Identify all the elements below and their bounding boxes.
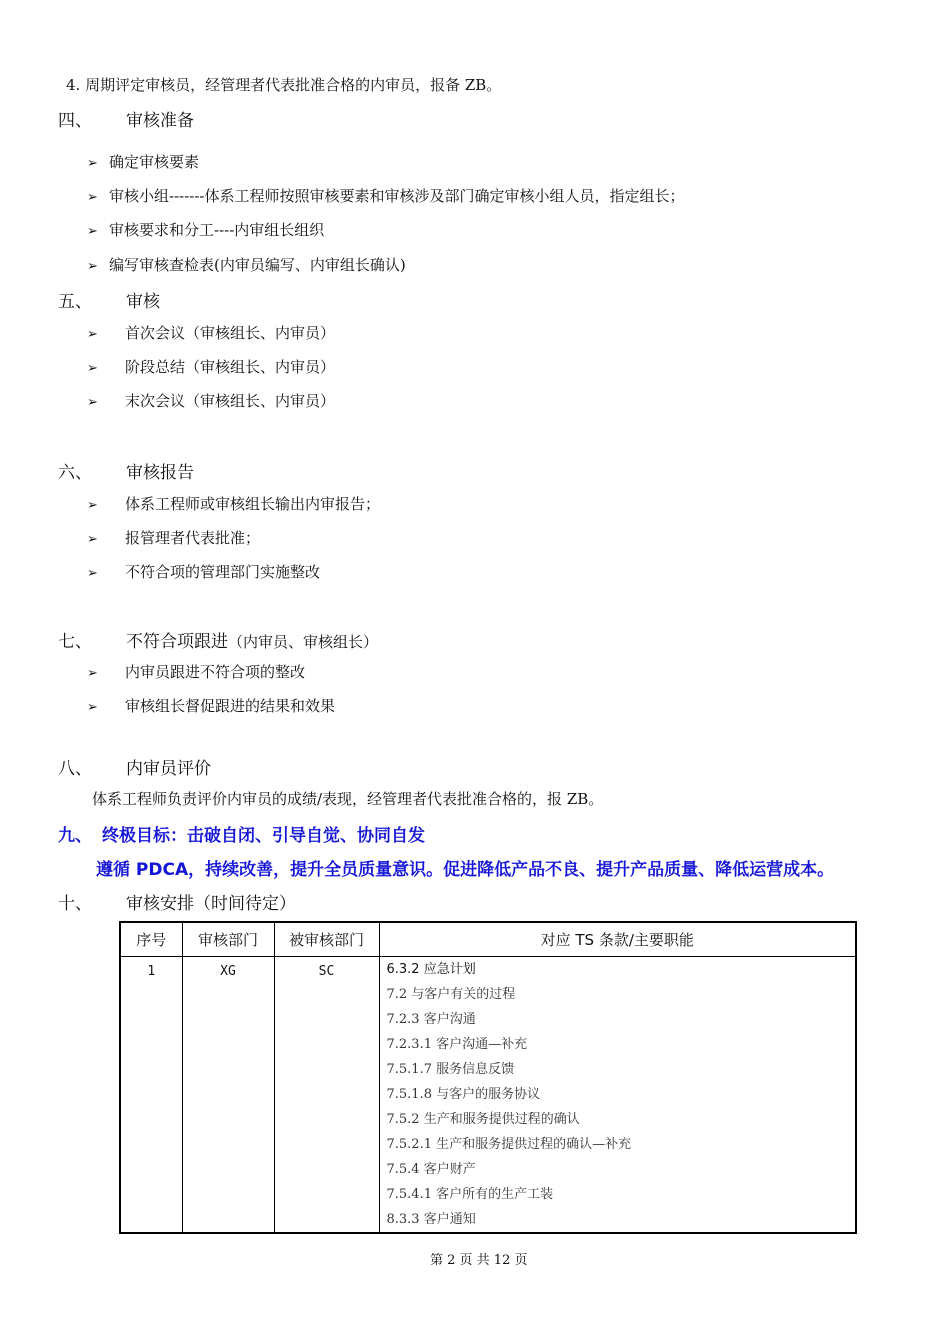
section-8-body: 体系工程师负责评价内审员的成绩/表现，经管理者代表批准合格的，报 ZB。 xyxy=(92,790,604,808)
section-6-number: 六、 xyxy=(58,463,92,483)
list-item xyxy=(87,695,335,716)
section-4-number: 四、 xyxy=(58,111,92,131)
section-9-number: 九、 xyxy=(58,826,92,846)
cell-audited-dept: SC xyxy=(274,957,379,1234)
list-item xyxy=(87,219,324,240)
clause-item: 7.2.3.1 客户沟通—补充 xyxy=(386,1037,528,1052)
section-5-number: 五、 xyxy=(58,292,92,312)
table-header-row xyxy=(120,922,856,957)
clause-item: 7.5.1.7 服务信息反馈 xyxy=(386,1062,515,1077)
header-ts-clauses: 对应 TS 条款/主要职能 xyxy=(379,922,856,957)
section-10-title: 审核安排 xyxy=(126,894,194,914)
cell-audit-dept: XG xyxy=(182,957,274,1234)
list-item-text: 审核组长督促跟进的结果和效果 xyxy=(125,697,336,715)
section-9-title: 终极目标：击破自闭、引导自觉、协同自发 xyxy=(102,826,425,846)
list-item-text: 审核要求和分工----内审组长组织 xyxy=(109,221,325,239)
list-item-text: 确定审核要素 xyxy=(109,153,200,171)
list-item-text: 末次会议（审核组长、内审员） xyxy=(125,392,336,410)
bullet-arrow-icon: ➢ xyxy=(87,361,98,376)
bullet-arrow-icon: ➢ xyxy=(87,190,98,205)
clause-item: 7.5.2.1 生产和服务提供过程的确认—补充 xyxy=(386,1137,632,1152)
list-item-text: 内审员跟进不符合项的整改 xyxy=(125,663,306,681)
cell-seq: 1 xyxy=(120,957,182,1234)
section-9-heading xyxy=(58,821,425,846)
table-row xyxy=(120,957,856,1234)
list-item xyxy=(87,151,199,172)
section-6-title: 审核报告 xyxy=(126,463,194,483)
list-item-text: 首次会议（审核组长、内审员） xyxy=(125,324,336,342)
list-item xyxy=(87,356,335,377)
section-9-body: 遵循 PDCA，持续改善，提升全员质量意识。促进降低产品不良、提升产品质量、降低运营成本。 xyxy=(96,860,835,880)
intro-line: 4. 周期评定审核员，经管理者代表批准合格的内审员，报备 ZB。 xyxy=(66,76,502,94)
list-item xyxy=(87,527,260,548)
section-5-title: 审核 xyxy=(126,292,160,312)
list-item-text: 不符合项的管理部门实施整改 xyxy=(125,563,321,581)
page-footer: 第 2 页 共 12 页 xyxy=(430,1253,528,1268)
section-8-number: 八、 xyxy=(58,759,92,779)
section-10-heading xyxy=(58,889,296,914)
section-7-heading xyxy=(58,627,378,652)
list-item-text: 阶段总结（审核组长、内审员） xyxy=(125,358,336,376)
bullet-arrow-icon: ➢ xyxy=(87,327,98,342)
bullet-arrow-icon: ➢ xyxy=(87,498,98,513)
bullet-arrow-icon: ➢ xyxy=(87,666,98,681)
header-audited-dept: 被审核部门 xyxy=(274,922,379,957)
clause-item: 8.3.3 客户通知 xyxy=(386,1212,476,1227)
clause-item: 6.3.2 应急计划 xyxy=(386,962,476,977)
list-item xyxy=(87,661,305,682)
bullet-arrow-icon: ➢ xyxy=(87,566,98,581)
clause-item: 7.5.2 生产和服务提供过程的确认 xyxy=(386,1112,580,1127)
section-6-heading xyxy=(58,458,194,483)
clause-item: 7.2 与客户有关的过程 xyxy=(386,987,516,1002)
cell-clauses xyxy=(379,957,856,1234)
list-item xyxy=(87,390,335,411)
section-4-title: 审核准备 xyxy=(126,111,194,131)
section-4-heading xyxy=(58,106,194,131)
section-5-heading xyxy=(58,287,160,312)
header-seq: 序号 xyxy=(120,922,182,957)
list-item xyxy=(87,254,406,275)
bullet-arrow-icon: ➢ xyxy=(87,532,98,547)
clause-item: 7.5.4 客户财产 xyxy=(386,1162,476,1177)
section-7-number: 七、 xyxy=(58,632,92,652)
bullet-arrow-icon: ➢ xyxy=(87,224,98,239)
bullet-arrow-icon: ➢ xyxy=(87,395,98,410)
audit-schedule-table xyxy=(119,921,857,1234)
list-item xyxy=(87,185,684,206)
section-10-number: 十、 xyxy=(58,894,92,914)
clause-item: 7.2.3 客户沟通 xyxy=(386,1012,476,1027)
section-8-title: 内审员评价 xyxy=(126,759,211,779)
clause-item: 7.5.1.8 与客户的服务协议 xyxy=(386,1087,541,1102)
bullet-arrow-icon: ➢ xyxy=(87,259,98,274)
list-item xyxy=(87,493,380,514)
clause-item: 7.5.4.1 客户所有的生产工装 xyxy=(386,1187,554,1202)
list-item-text: 编写审核查检表(内审员编写、内审组长确认) xyxy=(109,256,406,274)
header-audit-dept: 审核部门 xyxy=(182,922,274,957)
section-8-heading xyxy=(58,754,211,779)
bullet-arrow-icon: ➢ xyxy=(87,700,98,715)
list-item-text: 审核小组-------体系工程师按照审核要素和审核涉及部门确定审核小组人员，指定组长； xyxy=(109,187,685,205)
section-7-note: （内审员、审核组长） xyxy=(228,633,379,651)
section-7-title: 不符合项跟进 xyxy=(126,632,228,652)
list-item xyxy=(87,561,320,582)
bullet-arrow-icon: ➢ xyxy=(87,156,98,171)
list-item-text: 体系工程师或审核组长输出内审报告； xyxy=(125,495,381,513)
section-10-note: （时间待定） xyxy=(194,894,296,914)
list-item xyxy=(87,322,335,343)
list-item-text: 报管理者代表批准； xyxy=(125,529,261,547)
